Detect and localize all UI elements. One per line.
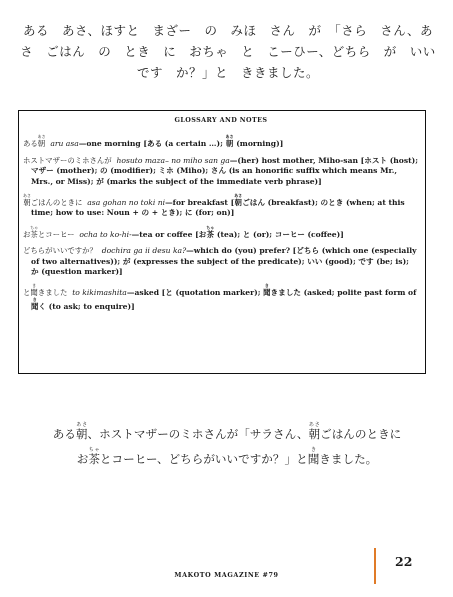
glossary-entry xyxy=(23,225,419,240)
glossary-term: ある朝あさ xyxy=(23,134,46,149)
glossary-entry xyxy=(23,134,419,149)
glossary-romaji: to kikimashita xyxy=(72,288,127,298)
glossary-romaji: aru asa xyxy=(50,139,79,149)
final-sentence-line: お茶ちゃとコーヒー、どちらがいいですか？」と聞ききました。 xyxy=(76,447,378,466)
glossary-definition: —(her) host mother, Miho-san [ホスト (host); マザー (mother); の (modifier); ミホ (Miho); さん (is an honorific suffix which means Mr., Mrs., or Miss); が (marks the subject of the immediate verb phrase)] xyxy=(31,155,419,186)
glossary-entry xyxy=(23,246,419,277)
glossary-entry xyxy=(23,283,419,312)
glossary-entry xyxy=(23,156,419,187)
glossary-definition: —tea or coffee [お茶ちゃ (tea); と (or); コーヒー (coffee)] xyxy=(131,224,344,239)
final-sentence xyxy=(22,422,432,472)
glossary-romaji: ocha to ko-hi- xyxy=(79,229,132,239)
glossary-term: と聞ききました xyxy=(23,283,68,298)
glossary-romaji: hosuto maza– no miho san ga xyxy=(116,155,230,165)
glossary-definition: —one morning [ある (a certain …); 朝あさ (morning)] xyxy=(78,134,284,149)
glossary-entry xyxy=(23,193,419,219)
glossary-box xyxy=(18,110,426,374)
glossary-term: ホストマザーのミホさんが xyxy=(23,155,112,165)
glossary-term: お茶ちゃとコーヒー xyxy=(23,224,75,239)
glossary-term: 朝あさごはんのときに xyxy=(23,193,83,208)
glossary-romaji: asa gohan no toki ni xyxy=(87,198,166,208)
glossary-romaji: dochira ga ii desu ka? xyxy=(101,246,187,256)
magazine-footer: MAKOTO MAGAZINE #79 xyxy=(174,571,279,579)
glossary-term: どちらがいいですか？ xyxy=(23,246,97,256)
story-kana-line: です か？」と ききました。 xyxy=(136,65,319,80)
story-kana-line: ある あさ、ほすと まざー の みほ さん が 「さら さん、あ xyxy=(22,23,433,38)
glossary-definition: —for breakfast [朝あさごはん (breakfast); のとき (when; at this time; how to use: Noun + の + とき); に (for; on)] xyxy=(31,193,405,218)
glossary-title: GLOSSARY AND NOTES xyxy=(174,116,268,124)
page-number: 22 xyxy=(395,554,413,569)
story-kana-text xyxy=(18,20,438,83)
glossary-definition: —asked [と (quotation marker); 聞ききました (asked; polite past form of 聞きく (to ask; to enquire)] xyxy=(31,283,417,312)
final-sentence-line: ある朝あさ、ホストマザーのミホさんが「サラさん、朝あさごはんのときに xyxy=(52,422,402,441)
glossary-definition: —which do (you) prefer? [どちら (which one (especially of two alternatives)); が (expresses the subject of the predicate); いい (good); です (be; is); か (question marker)] xyxy=(31,246,417,277)
story-kana-line: さ ごはん の とき に おちゃ と こーひー、どちら が いい xyxy=(20,44,436,59)
